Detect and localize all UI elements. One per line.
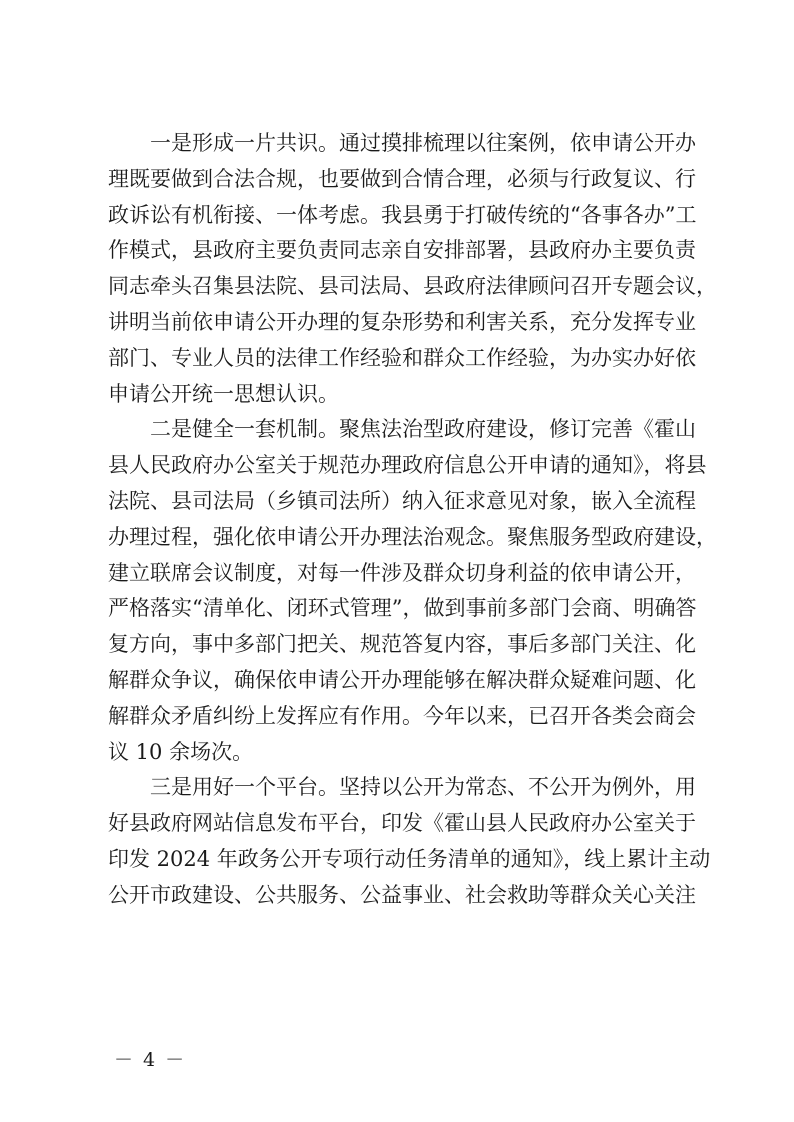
- text-line: 好县政府网站信息发布平台，印发《霍山县人民政府办公室关于: [108, 811, 696, 836]
- text-line: 印发 2024 年政务公开专项行动任务清单的通知》，线上累计主动: [108, 846, 711, 871]
- text-line: 复方向，事中多部门把关、规范答复内容，事后多部门关注、化: [108, 632, 696, 657]
- text-line: 建立联席会议制度，对每一件涉及群众切身利益的依申请公开，: [108, 560, 696, 585]
- text-line: 政诉讼有机衔接、一体考虑。我县勇于打破传统的“各事各办”工: [108, 202, 697, 227]
- text-line: 一是形成一片共识。通过摸排梳理以往案例，依申请公开办: [150, 131, 696, 155]
- page-number: － 4 －: [114, 1049, 187, 1071]
- text-line: 二是健全一套机制。聚焦法治型政府建设，修订完善《霍山: [150, 417, 696, 442]
- text-line: 公开市政建设、公共服务、公益事业、社会救助等群众关心关注: [108, 882, 696, 907]
- text-line: 议 10 余场次。: [108, 739, 254, 764]
- text-line: 解群众矛盾纠纷上发挥应有作用。今年以来，已召开各类会商会: [108, 703, 696, 728]
- paragraph-platform: [108, 770, 711, 913]
- paragraph-mechanism: [108, 412, 717, 770]
- text-line: 县人民政府办公室关于规范办理政府信息公开申请的通知》，将县: [108, 453, 707, 478]
- text-line: 同志牵头召集县法院、县司法局、县政府法律顾问召开专题会议，: [108, 274, 717, 299]
- text-line: 严格落实“清单化、闭环式管理”，做到事前多部门会商、明确答: [108, 596, 697, 621]
- text-line: 申请公开统一思想认识。: [108, 381, 339, 406]
- text-line: 理既要做到合法合规，也要做到合情合理，必须与行政复议、行: [108, 166, 696, 191]
- paragraph-consensus: [108, 126, 717, 412]
- text-line: 办理过程，强化依申请公开办理法治观念。聚焦服务型政府建设，: [108, 524, 717, 549]
- text-line: 解群众争议，确保依申请公开办理能够在解决群众疑难问题、化: [108, 667, 696, 692]
- text-line: 法院、县司法局（乡镇司法所）纳入征求意见对象，嵌入全流程: [108, 488, 696, 513]
- body-text: [108, 126, 717, 914]
- text-line: 部门、专业人员的法律工作经验和群众工作经验，为办实办好依: [108, 345, 696, 370]
- text-line: 讲明当前依申请公开办理的复杂形势和利害关系，充分发挥专业: [108, 309, 696, 334]
- text-line: 三是用好一个平台。坚持以公开为常态、不公开为例外，用: [150, 775, 696, 800]
- text-line: 作模式，县政府主要负责同志亲自安排部署，县政府办主要负责: [108, 238, 696, 263]
